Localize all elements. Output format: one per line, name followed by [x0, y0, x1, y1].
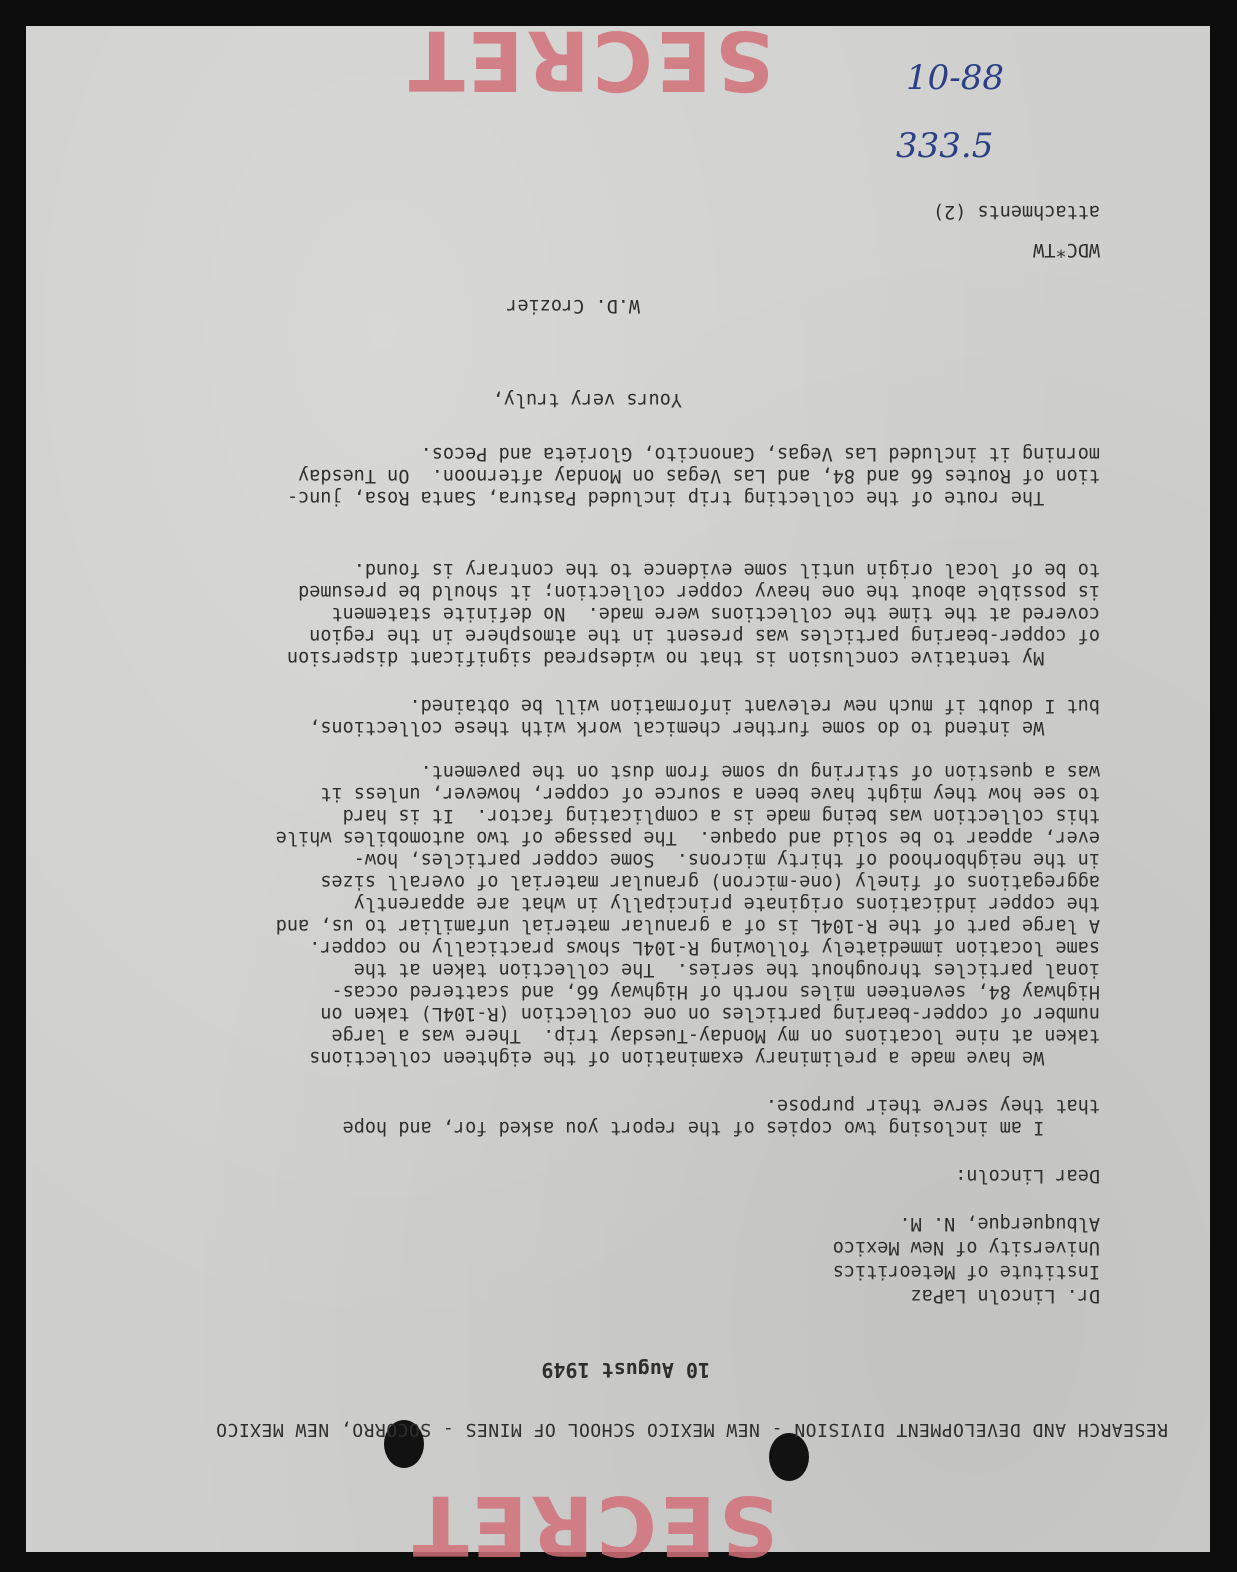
recipient-line: Dr. Lincoln LaPaz — [910, 1285, 1100, 1306]
letter-date: 10 August 1949 — [541, 1358, 710, 1382]
body-paragraph: My tentative conclusion is that no widespread significant dispersion of copper-bearing particles was present in the atmosphere in the region covered at the time the collections were made. No definite statement is possible about the one heavy copper collection; it should be presumed to be of local origin until some evidence to the contrary is found. — [286, 559, 1100, 668]
punch-hole-left — [769, 1433, 809, 1481]
closing: Yours very truly, — [492, 389, 682, 410]
recipient-line: Albuquerque, N. M. — [899, 1213, 1100, 1234]
secret-stamp-top: SECRET — [405, 12, 774, 107]
signature: W.D. Crozier — [506, 295, 640, 316]
letterhead: RESEARCH AND DEVELOPMENT DIVISION - NEW MEXICO SCHOOL OF MINES - SOCORRO, NEW MEXICO — [215, 1419, 1168, 1440]
recipient-line: Institute of Meteoritics — [832, 1261, 1100, 1282]
enclosure-note: attachments (2) — [932, 201, 1100, 222]
salutation: Dear Lincoln: — [955, 1165, 1100, 1186]
document-page — [26, 12, 1210, 1572]
body-paragraph: We have made a preliminary examination of the eighteen collections taken at nine locations on my Monday-Tuesday trip. There was a large number of copper-bearing particles on one collection (R-104L) taken on Highway 84, seventeen miles north of Highway 66, and scattered occas- ional particles throughout the series. The collection taken at the same location immediately following R-104L shows practically no copper. A large part of the R-104L is of a granular material unfamiliar to us, and the copper indications originate principally in what are apparently aggregations of finely (one-micron) granular material of overall sizes in the neighborhood of thirty microns. Some copper particles, how- ever, appear to be solid and opaque. The passage of two automobiles while this collection was being made is a complicating factor. It is hard to see how they might have been a source of copper, however, unless it was a question of stirring up some from dust on the pavement. — [275, 761, 1100, 1068]
secret-stamp-bottom: SECRET — [409, 1477, 778, 1572]
recipient-line: University of New Mexico — [832, 1237, 1100, 1258]
body-paragraph: The route of the collecting trip included Pastura, Santa Rosa, junc- tion of Routes 66 and 84, and Las Vegas on Monday afternoon. On Tuesday morning it included Las Vegas, Canoncito, Glorieta and Pecos. — [286, 443, 1100, 508]
body-paragraph: We intend to do some further chemical work with these collections, but I doubt if much new relevant information will be obtained. — [309, 695, 1100, 738]
handwritten-reference: 10-88 — [906, 58, 1005, 98]
body-paragraph: I am inclosing two copies of the report you asked for, and hope that they serve their purpose. — [342, 1095, 1100, 1138]
typist-initials: WDC*TW — [1033, 239, 1100, 260]
letter-upside-down — [26, 12, 1210, 1572]
handwritten-file-number: 333.5 — [896, 126, 994, 166]
